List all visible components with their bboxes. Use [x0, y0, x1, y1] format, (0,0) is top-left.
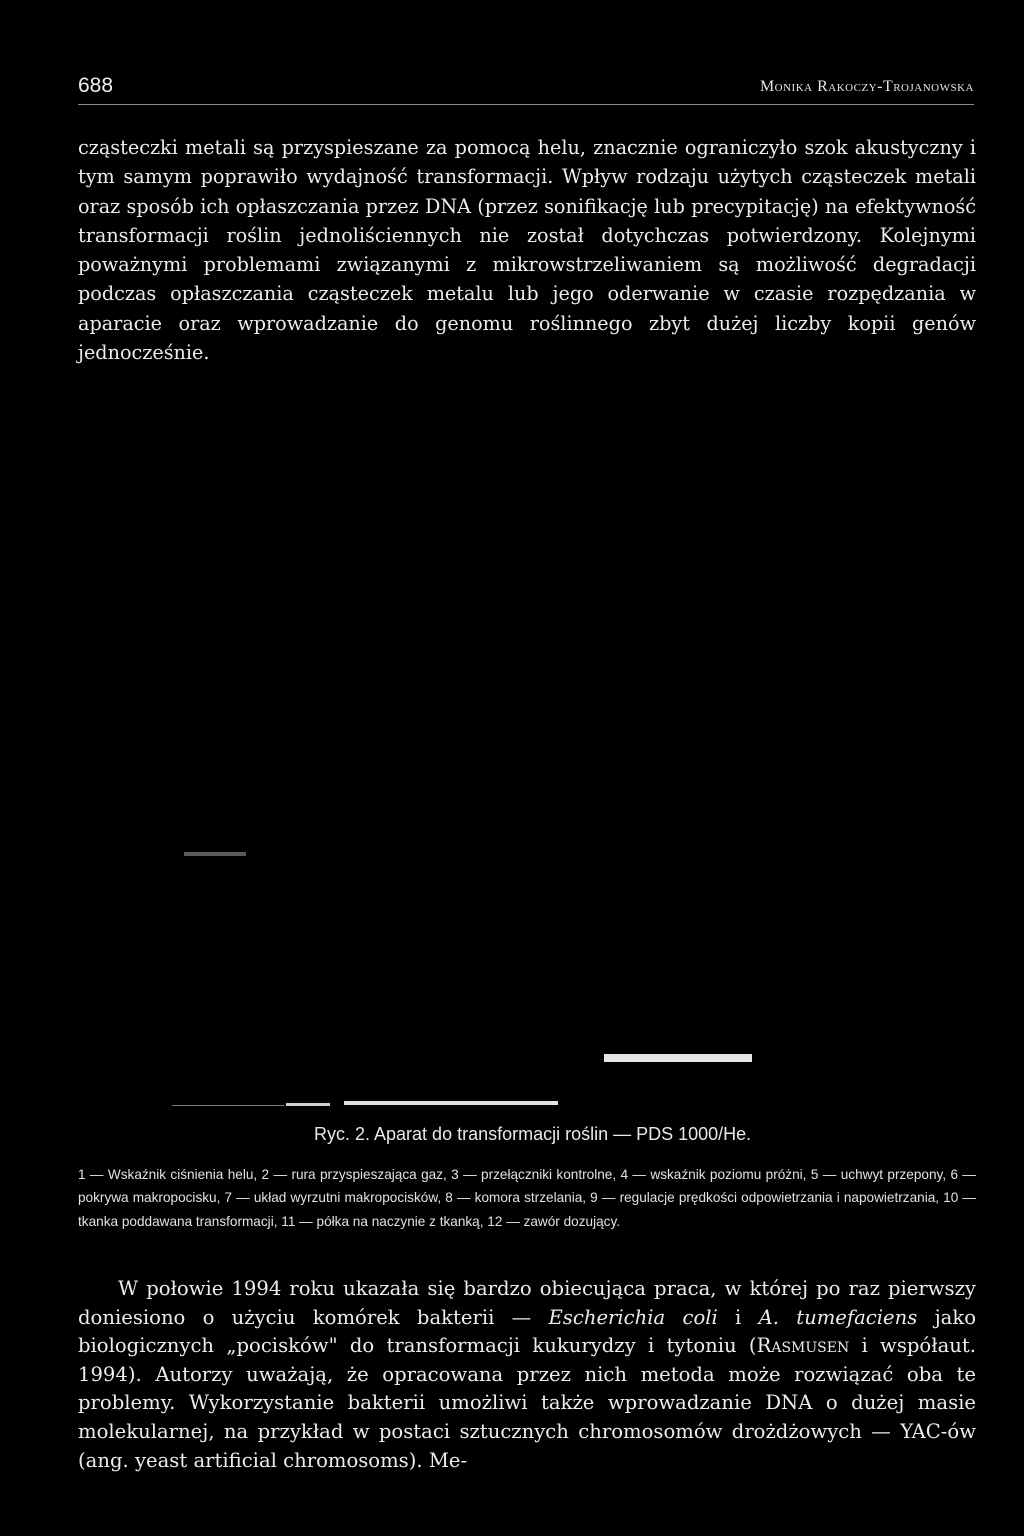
figure-residual-bar — [604, 1054, 752, 1062]
body-paragraph-top: cząsteczki metali są przyspieszane za pomocą helu, znacznie ograniczyło szok akustyczny i tym samym poprawiło wydajność transformacji. Wpływ rodzaju użytych cząsteczek metali oraz sposób ich opłaszczania przez DNA (przez sonifikację lub precypitację) na efektywność transformacji roślin jednoliściennych nie został dotychczas potwierdzony. Kolejnymi poważnymi problemami związanymi z mikrowstrzeliwaniem są możliwość degradacji podczas opłaszczania cząsteczek metalu lub jego oderwanie w czasie rozpędzania w aparacie oraz wprowadzanie do genomu roślinnego zbyt dużej liczby kopii genów jednocześnie. — [78, 136, 976, 365]
paragraph-text: W połowie 1994 roku ukazała się bardzo obiecująca praca, w której po raz pierwszy doniesiono o użyciu komórek bakterii — — [78, 1277, 976, 1329]
figure-image-area — [160, 820, 780, 1120]
header-rule — [78, 104, 974, 105]
body-paragraph-bottom — [78, 1275, 976, 1475]
page-header — [78, 74, 974, 104]
page-number: 688 — [78, 74, 114, 97]
paragraph-text: i — [717, 1305, 759, 1329]
figure-residual-line — [172, 1105, 284, 1106]
paragraph-text: i współaut. 1994). Autorzy uważają, że opracowana przez nich metoda może rozwiązać oba te problemy. Wykorzystanie bakterii umożliwi także wprowadzanie DNA o dużej masie molekularnej, na przykład w postaci sztucznych chromosomów drożdżowych — YAC-ów (ang. yeast artificial chromosoms). Me- — [78, 1334, 976, 1472]
running-head: Monika Rakoczy-Trojanowska — [759, 78, 974, 95]
citation-author: Rasmusen — [756, 1334, 850, 1358]
paragraph-text: jako biologicznych „pocisków" do transformacji kukurydzy i tytoniu ( — [78, 1305, 976, 1358]
figure-residual-line — [344, 1101, 558, 1105]
figure-residual-mark — [184, 852, 246, 856]
species-name: Escherichia coli — [548, 1305, 718, 1329]
figure-caption-title: Ryc. 2. Aparat do transformacji roślin — PDS 1000/He. — [314, 1124, 752, 1144]
species-name: A. tumefaciens — [758, 1305, 918, 1329]
figure-residual-line — [286, 1103, 330, 1106]
figure-legend: 1 — Wskaźnik ciśnienia helu, 2 — rura przyspieszająca gaz, 3 — przełączniki kontrolne, 4 — wskaźnik poziomu próżni, 5 — uchwyt przepony, 6 — pokrywa makropocisku, 7 — układ wyrzutni makropocisków, 8 — komora strzelania, 9 — regulacje prędkości odpowietrzania i napowietrzania, 10 — tkanka poddawana transformacji, 11 — półka na naczynie z tkanką, 12 — zawór dozujący. — [78, 1167, 976, 1229]
